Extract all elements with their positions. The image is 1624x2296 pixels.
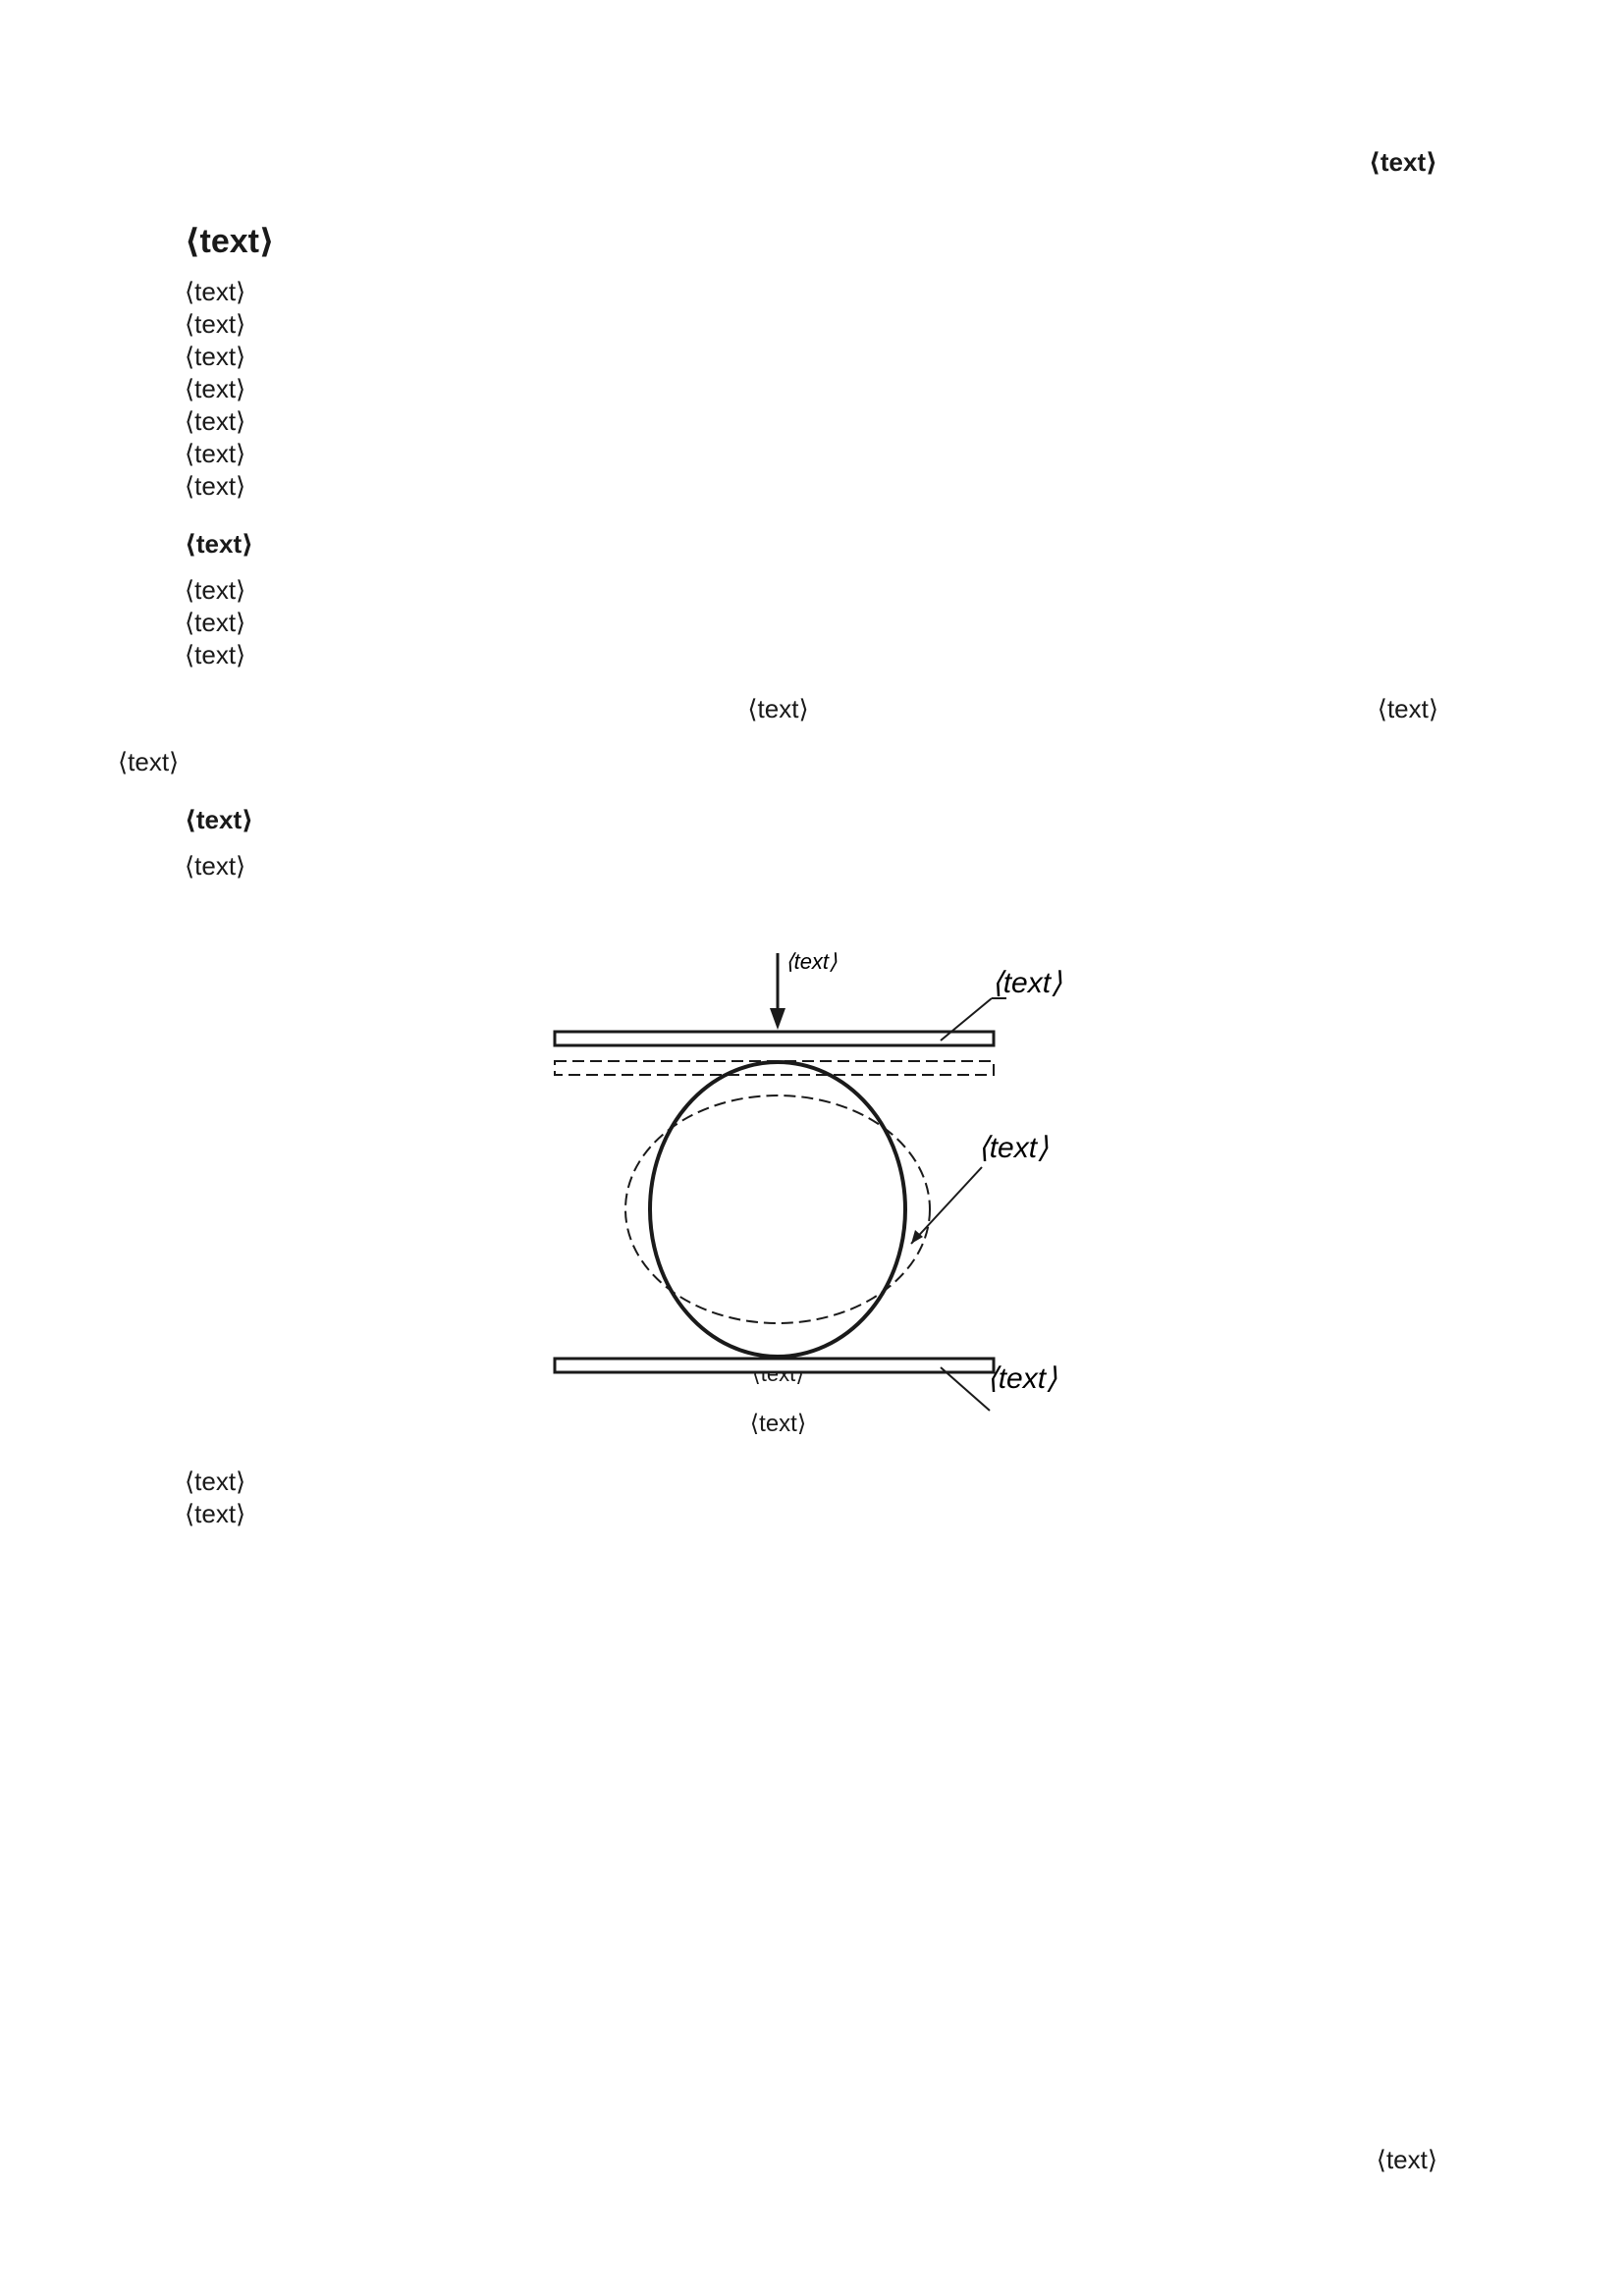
leader-line-ball: [911, 1167, 982, 1244]
formula-note: ⟨text⟩: [118, 747, 180, 776]
section-title: ⟨text⟩: [185, 223, 275, 260]
paragraph-5-5-a: ⟨text⟩: [185, 575, 246, 605]
paragraph-5-2-b: ⟨text⟩: [185, 374, 246, 403]
paragraph-5-5-b: ⟨text⟩: [185, 608, 246, 637]
figure-caption: ⟨text⟩: [749, 1411, 807, 1437]
ball: [650, 1062, 905, 1357]
paragraph-5-1-b: ⟨text⟩: [185, 309, 246, 339]
paragraph-5-7: ⟨text⟩: [185, 1467, 246, 1496]
paragraph-5-6: ⟨text⟩: [185, 851, 246, 881]
ball-label: ⟨text⟩: [978, 1132, 1049, 1164]
subsection-5-6-title: ⟨text⟩: [185, 805, 254, 834]
formula: [118, 689, 1438, 728]
figure-1: [118, 892, 1438, 1395]
document-code: ⟨text⟩: [1368, 147, 1437, 177]
figure-1-drawing: [118, 892, 1438, 1395]
page-body: [118, 223, 1438, 1530]
paragraph-5-5-c: ⟨text⟩: [185, 640, 246, 669]
force-arrow-head: [770, 1008, 785, 1030]
paragraph-5-1: ⟨text⟩: [185, 277, 246, 306]
page-number: ⟨text⟩: [1376, 2145, 1437, 2174]
plate-bottom-label: ⟨text⟩: [987, 1362, 1057, 1395]
paragraph-5-3: ⟨text⟩: [185, 439, 246, 468]
bottom-plate: [555, 1359, 994, 1372]
paragraph-5-8: ⟨text⟩: [185, 1499, 246, 1528]
force-label: ⟨text⟩: [785, 949, 838, 974]
formula-number: ⟨text⟩: [1377, 694, 1438, 723]
paragraph-5-2-c: ⟨text⟩: [185, 406, 246, 436]
paragraph-5-2: ⟨text⟩: [185, 342, 246, 371]
formula-expression: ⟨text⟩: [747, 694, 809, 723]
subsection-5-5-title: ⟨text⟩: [185, 529, 254, 559]
top-plate: [555, 1032, 994, 1045]
plate-top-label: ⟨text⟩: [992, 967, 1062, 999]
paragraph-5-4: ⟨text⟩: [185, 471, 246, 501]
